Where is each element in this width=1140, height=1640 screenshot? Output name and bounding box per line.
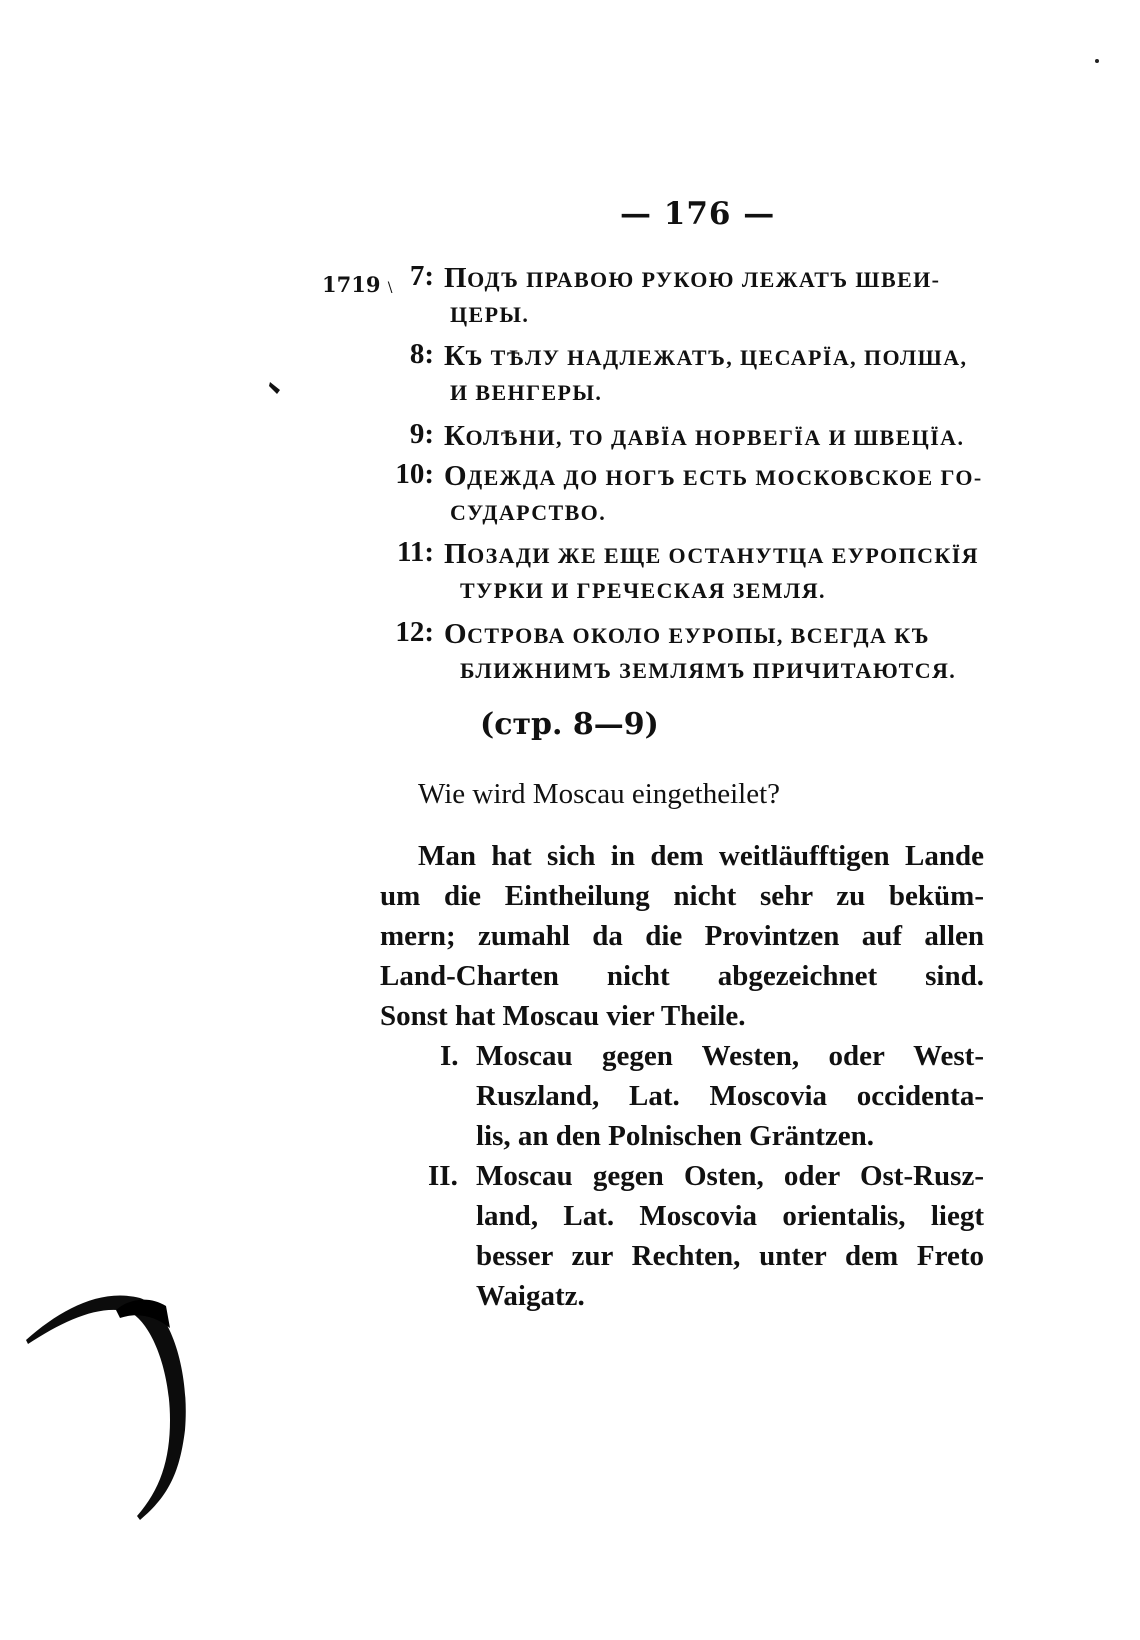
- ru-item-number: 8:: [409, 338, 434, 370]
- ru-item-text: И ВЕНГЕРЫ.: [450, 380, 603, 405]
- ru-item-number: 11:: [396, 536, 434, 568]
- page-reference: (стр. 8—9): [480, 707, 659, 742]
- ru-item-text: ПОДЪ ПРАВОЮ РУКОЮ ЛЕЖАТЪ ШВЕИ-: [444, 262, 941, 294]
- ru-item-text: ПОЗАДИ ЖЕ ЕЩЕ ОСТАНУТЦА ЕУРОПСКЇЯ: [444, 538, 979, 570]
- ru-item-number: 9:: [409, 418, 434, 450]
- ru-item-10-cont: [450, 500, 606, 526]
- list-item-line: Moscau gegen Osten, oder Ost-Rusz-: [476, 1160, 984, 1192]
- ru-item-9: [409, 418, 965, 453]
- list-item-line: Waigatz.: [476, 1280, 585, 1312]
- list-item-number: II.: [428, 1160, 458, 1192]
- margin-year: [322, 272, 392, 297]
- paragraph-line: mern; zumahl da die Provintzen auf allen: [380, 920, 984, 952]
- paragraph-line: um die Eintheilung nicht sehr zu beküm-: [380, 880, 984, 912]
- ru-item-text: СУДАРСТВО.: [450, 500, 607, 525]
- ru-item-number: 10:: [395, 458, 434, 490]
- ru-item-text: ОДЕЖДА ДО НОГЪ ЕСТЬ МОСКОВСКОЕ ГО-: [444, 460, 983, 492]
- ru-item-12-cont: [460, 658, 956, 684]
- paragraph-line: Sonst hat Moscau vier Theile.: [380, 1000, 746, 1032]
- ru-item-11: [396, 536, 979, 571]
- list-item-number: I.: [440, 1040, 459, 1072]
- list-item-line: Moscau gegen Westen, oder West-: [476, 1040, 984, 1072]
- paragraph-line: Man hat sich in dem weitläufftigen Lande: [418, 840, 984, 872]
- ru-item-text: ОСТРОВА ОКОЛО ЕУРОПЫ, ВСЕГДА КЪ: [444, 618, 930, 650]
- ru-item-10: [395, 458, 983, 493]
- margin-year-text: 1719: [322, 272, 381, 297]
- ru-item-text: ЦЕРЫ.: [450, 302, 530, 327]
- ru-item-7: [409, 260, 941, 295]
- dust-speck-mark: [1094, 58, 1100, 64]
- ru-item-text: ТУРКИ И ГРЕЧЕСКАЯ ЗЕМЛЯ.: [460, 578, 826, 603]
- ru-item-8: [409, 338, 968, 373]
- ru-item-number: 7:: [409, 260, 434, 292]
- list-item-line: Ruszland, Lat. Moscovia occidenta-: [476, 1080, 984, 1112]
- ru-item-text: КЪ ТѢЛУ НАДЛЕЖАТЪ, ЦЕСАРЇА, ПОЛША,: [444, 340, 968, 372]
- ru-item-number: 12:: [395, 616, 434, 648]
- section-question: Wie wird Moscau eingetheilet?: [418, 778, 781, 810]
- ink-speck-mark: [268, 380, 282, 396]
- ru-item-8-cont: [450, 380, 602, 406]
- page-number: — 176 —: [620, 196, 776, 232]
- list-item-line: land, Lat. Moscovia orientalis, liegt: [476, 1200, 984, 1232]
- curved-brush-stroke-mark: [20, 1280, 190, 1530]
- paragraph-line: Land-Charten nicht abgezeichnet sind.: [380, 960, 984, 992]
- ru-item-7-cont: [450, 302, 529, 328]
- margin-mark: \: [387, 280, 393, 296]
- ru-item-text: БЛИЖНИМЪ ЗЕМЛЯМЪ ПРИЧИТАЮТСЯ.: [460, 658, 957, 683]
- ru-item-11-cont: [460, 578, 826, 604]
- list-item-line: lis, an den Polnischen Gräntzen.: [476, 1120, 874, 1152]
- list-item-line: besser zur Rechten, unter dem Freto: [476, 1240, 984, 1272]
- ru-item-12: [395, 616, 930, 651]
- ru-item-text: КОЛѢНИ, ТО ДАВЇА НОРВЕГЇА И ШВЕЦЇА.: [444, 420, 965, 452]
